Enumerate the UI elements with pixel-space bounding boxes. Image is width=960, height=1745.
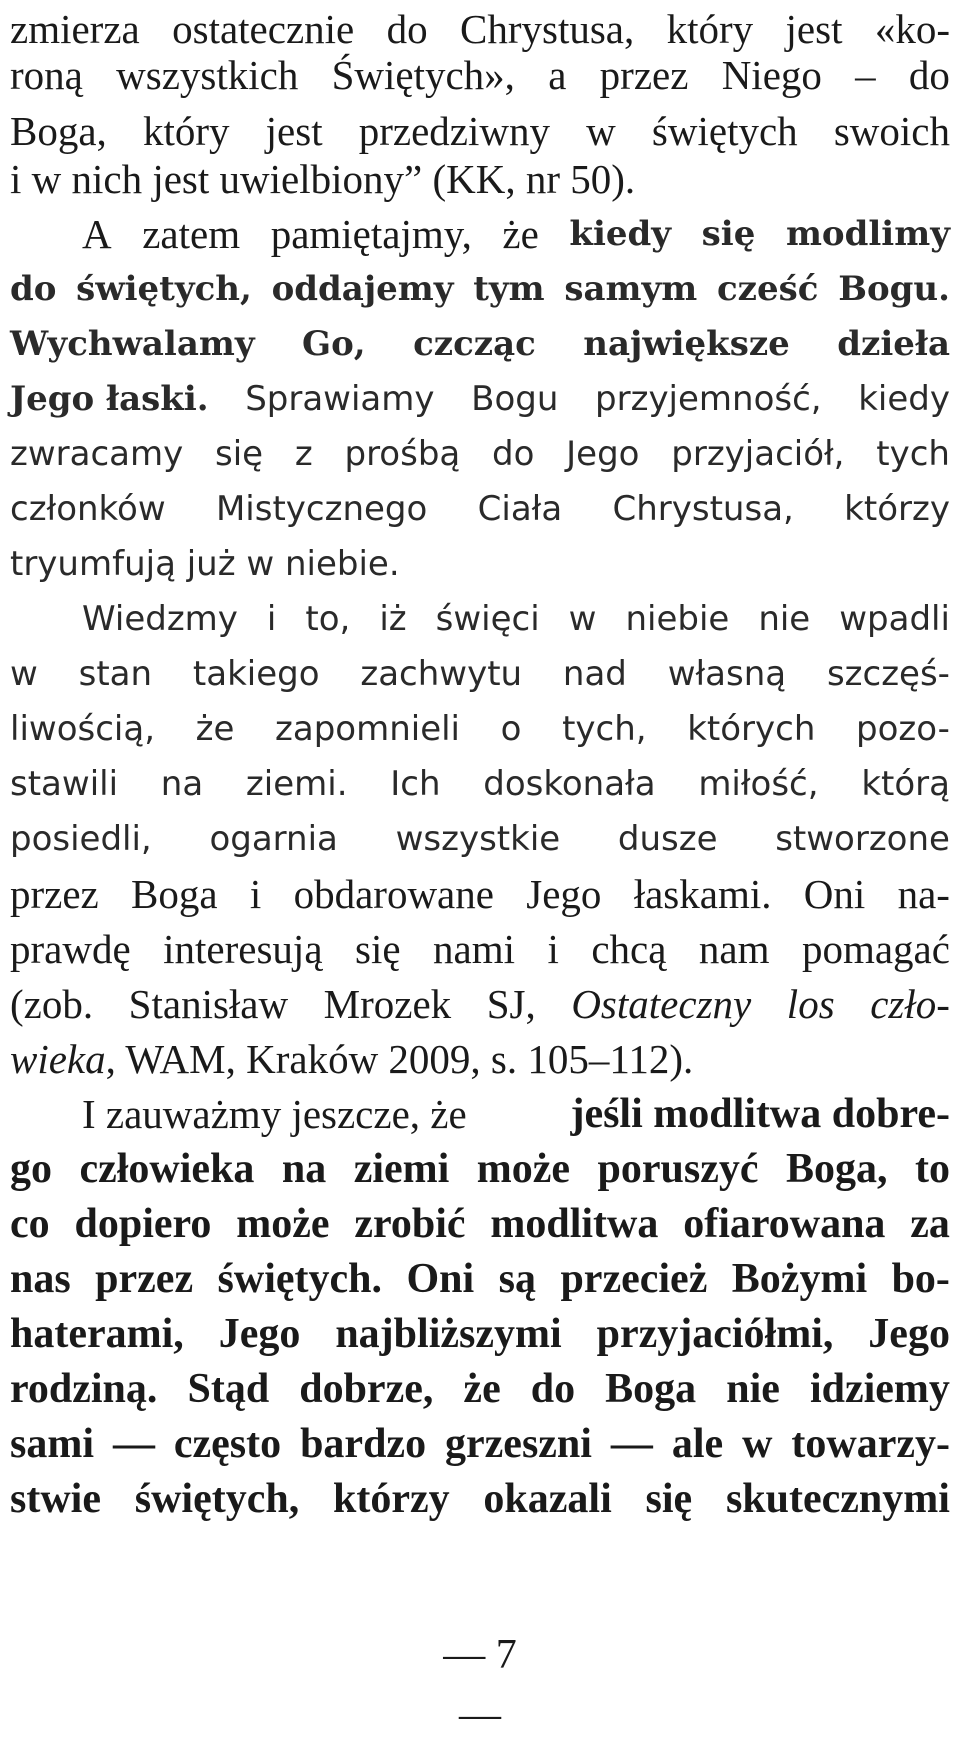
- word: przyjaciół,: [671, 434, 845, 474]
- word: łaskami.: [633, 871, 772, 917]
- word: ale: [671, 1421, 724, 1467]
- word: oddajemy: [271, 269, 454, 309]
- text-line: [10, 920, 950, 978]
- word: liwością,: [10, 709, 155, 749]
- text-span: zatem: [142, 211, 241, 257]
- word: obdarowane: [293, 871, 494, 917]
- word: do: [908, 52, 950, 98]
- text-line: [10, 205, 950, 263]
- word: Bogu.: [838, 269, 950, 309]
- text-line: [10, 1360, 950, 1418]
- word: Świętych»,: [331, 52, 515, 98]
- word: skutecznymi: [725, 1476, 950, 1522]
- word: na: [281, 1146, 327, 1192]
- text-span: Stanisław: [128, 981, 289, 1027]
- text-span: SJ,: [486, 981, 536, 1027]
- word: w: [10, 654, 38, 694]
- word: może: [236, 1201, 330, 1247]
- word: zwracamy: [10, 434, 184, 474]
- word: nad: [562, 654, 627, 694]
- word: a: [548, 52, 567, 98]
- word: szczęś-: [826, 654, 950, 694]
- word: ogarnia: [209, 819, 338, 859]
- word: ziemi: [353, 1146, 450, 1192]
- word: Oni: [406, 1256, 475, 1302]
- word: —: [610, 1421, 653, 1467]
- word: Stąd: [187, 1366, 270, 1412]
- text-span: kiedy: [858, 379, 950, 419]
- word: przez: [10, 871, 99, 917]
- word: cześć: [716, 269, 819, 309]
- word: swoich: [833, 108, 950, 154]
- word: stan: [78, 654, 153, 694]
- word: członków: [10, 489, 166, 529]
- text-span: Mrozek: [323, 981, 452, 1027]
- text-span: i w nich jest uwielbiony” (KK, nr 50).: [10, 156, 636, 202]
- text-span: czło-: [870, 981, 950, 1027]
- word: zachwytu: [360, 654, 523, 694]
- word: wszystkich: [116, 52, 299, 98]
- word: świętych.: [217, 1256, 383, 1302]
- text-span: tryumfują już w niebie.: [10, 544, 400, 584]
- word: stwie: [10, 1476, 101, 1522]
- word: Boga: [131, 871, 218, 917]
- text-span: kiedy: [569, 214, 672, 254]
- word: się: [645, 1476, 693, 1522]
- word: o: [500, 709, 522, 749]
- word: –: [855, 52, 876, 98]
- word: Boga: [605, 1366, 697, 1412]
- text-line: [10, 1140, 950, 1198]
- word: ziemi.: [245, 764, 348, 804]
- word: jest: [265, 108, 323, 154]
- text-line: [10, 315, 950, 373]
- word: bardzo: [300, 1421, 427, 1467]
- word: samym: [564, 269, 698, 309]
- word: przez: [599, 52, 689, 98]
- word: przedziwny: [358, 108, 550, 154]
- word: w: [742, 1421, 773, 1467]
- word: zmierza: [10, 6, 140, 52]
- text-line: [10, 370, 950, 428]
- text-span: Ostateczny: [571, 981, 752, 1027]
- word: do: [492, 434, 535, 474]
- word: z: [294, 434, 313, 474]
- text-line: [10, 260, 950, 318]
- word: poruszyć: [597, 1146, 759, 1192]
- word: roną: [10, 52, 83, 98]
- word: Boga,: [786, 1146, 888, 1192]
- word: grzeszni: [445, 1421, 592, 1467]
- word: często: [173, 1421, 282, 1467]
- word: Jego: [218, 1311, 301, 1357]
- word: przecież: [560, 1256, 708, 1302]
- text-span: jeśli modlitwa dobre-: [570, 1091, 950, 1137]
- word: do: [10, 269, 57, 309]
- word: go: [10, 1146, 52, 1192]
- word: jest: [785, 6, 843, 52]
- word: na-: [897, 871, 950, 917]
- word: czcząc: [413, 324, 536, 364]
- word: którą: [861, 764, 950, 804]
- word: —: [112, 1421, 155, 1467]
- word: nas: [10, 1256, 71, 1302]
- text-span: Jego łaski.: [10, 379, 209, 419]
- word: haterami,: [10, 1311, 184, 1357]
- text-span: że: [502, 211, 539, 257]
- word: może: [476, 1146, 571, 1192]
- word: takiego: [192, 654, 320, 694]
- word: Bożymi: [731, 1256, 868, 1302]
- word: doskonała: [483, 764, 656, 804]
- word: których: [687, 709, 816, 749]
- word: nie: [758, 599, 811, 639]
- text-span: modlimy: [785, 214, 950, 254]
- text-span: wieka: [10, 1036, 106, 1082]
- word: wpadli: [839, 599, 950, 639]
- word: którzy: [844, 489, 950, 529]
- word: dopiero: [74, 1201, 212, 1247]
- word: w: [586, 108, 616, 154]
- word: się: [355, 926, 401, 972]
- text-line: [10, 1470, 950, 1528]
- word: Oni: [803, 871, 866, 917]
- word: zrobić: [354, 1201, 466, 1247]
- word: który: [142, 108, 230, 154]
- text-span: los: [786, 981, 835, 1027]
- word: sami: [10, 1421, 94, 1467]
- word: nami: [433, 926, 515, 972]
- word: modlitwa: [490, 1201, 659, 1247]
- word: własną: [667, 654, 787, 694]
- word: się: [215, 434, 264, 474]
- word: Boga,: [10, 108, 107, 154]
- word: to,: [305, 599, 351, 639]
- text-span: Bogu: [471, 379, 559, 419]
- text-span: I zauważmy jeszcze, że: [82, 1091, 467, 1137]
- word: Jego: [526, 871, 602, 917]
- text-span: (zob.: [10, 981, 94, 1027]
- text-line: [10, 975, 950, 1033]
- text-line: [10, 150, 950, 208]
- word: nie: [726, 1366, 780, 1412]
- word: Chrystusa,: [612, 489, 794, 529]
- word: «ko-: [874, 6, 950, 52]
- word: świętych,: [76, 269, 252, 309]
- word: co: [10, 1201, 50, 1247]
- word: na: [160, 764, 204, 804]
- word: dobrze,: [299, 1366, 434, 1412]
- text-line: [10, 1030, 950, 1088]
- word: niebie: [625, 599, 730, 639]
- word: święci: [435, 599, 540, 639]
- word: pozo-: [856, 709, 950, 749]
- word: za: [910, 1201, 950, 1247]
- text-line: [10, 590, 950, 648]
- word: ofiarowana: [683, 1201, 886, 1247]
- document-page: [10, 0, 950, 1738]
- word: miłość,: [698, 764, 819, 804]
- word: bo-: [891, 1256, 950, 1302]
- word: że: [463, 1366, 501, 1412]
- word: przez: [95, 1256, 194, 1302]
- word: prośbą: [344, 434, 461, 474]
- text-line: [10, 1415, 950, 1473]
- word: prawdę: [10, 926, 131, 972]
- word: towarzy-: [791, 1421, 950, 1467]
- word: iż: [379, 599, 407, 639]
- text-line: [10, 700, 950, 758]
- word: chcą: [591, 926, 667, 972]
- text-span: Sprawiamy: [245, 379, 435, 419]
- word: do: [530, 1366, 576, 1412]
- text-line: [10, 810, 950, 868]
- word: świętych: [651, 108, 798, 154]
- word: w: [568, 599, 597, 639]
- word: idziemy: [809, 1366, 950, 1412]
- word: Ich: [390, 764, 441, 804]
- text-line: [10, 425, 950, 483]
- word: przyjaciółmi,: [596, 1311, 834, 1357]
- text-span: przyjemność,: [595, 379, 822, 419]
- word: Ciała: [477, 489, 563, 529]
- word: człowieka: [79, 1146, 255, 1192]
- text-line: [10, 1195, 950, 1253]
- word: dusze: [617, 819, 718, 859]
- word: Jego: [566, 434, 640, 474]
- text-span: pamiętajmy,: [270, 211, 472, 257]
- word: Niego: [721, 52, 822, 98]
- word: Wiedzmy: [82, 599, 238, 639]
- word: tych: [876, 434, 950, 474]
- word: dzieła: [837, 324, 950, 364]
- word: to: [915, 1146, 950, 1192]
- word: pomagać: [801, 926, 950, 972]
- word: i: [547, 926, 559, 972]
- word: są: [498, 1256, 536, 1302]
- word: i: [249, 871, 262, 917]
- text-line: [10, 535, 950, 593]
- word: którzy: [333, 1476, 450, 1522]
- word: Mistycznego: [215, 489, 428, 529]
- word: największe: [583, 324, 790, 364]
- word: i: [266, 599, 277, 639]
- word: że: [195, 709, 235, 749]
- word: ostatecznie: [172, 6, 355, 52]
- word: stawili: [10, 764, 119, 804]
- word: posiedli,: [10, 819, 152, 859]
- text-line: [10, 46, 950, 104]
- word: Chrystusa,: [459, 6, 635, 52]
- text-line: [10, 1305, 950, 1363]
- word: Jego: [868, 1311, 950, 1357]
- word: zapomnieli: [275, 709, 461, 749]
- word: najbliższymi: [335, 1311, 562, 1357]
- text-line: [10, 645, 950, 703]
- word: Wychwalamy: [10, 324, 255, 364]
- word: świętych,: [134, 1476, 300, 1522]
- text-line: [10, 755, 950, 813]
- word: tych,: [562, 709, 647, 749]
- text-line: [10, 1250, 950, 1308]
- text-line: [10, 1085, 950, 1143]
- text-span: się: [701, 214, 756, 254]
- word: do: [386, 6, 428, 52]
- word: który: [666, 6, 754, 52]
- word: stworzone: [775, 819, 950, 859]
- word: wszystkie: [395, 819, 561, 859]
- word: rodziną.: [10, 1366, 158, 1412]
- page-number: — 7 —: [443, 1632, 517, 1738]
- text-span: , WAM, Kraków 2009, s. 105–112).: [105, 1036, 694, 1082]
- word: interesują: [163, 926, 323, 972]
- word: okazali: [483, 1476, 612, 1522]
- text-line: [10, 865, 950, 923]
- word: nam: [698, 926, 770, 972]
- text-line: [10, 480, 950, 538]
- word: Go,: [302, 324, 366, 364]
- word: tym: [473, 269, 545, 309]
- text-span: A: [82, 211, 112, 257]
